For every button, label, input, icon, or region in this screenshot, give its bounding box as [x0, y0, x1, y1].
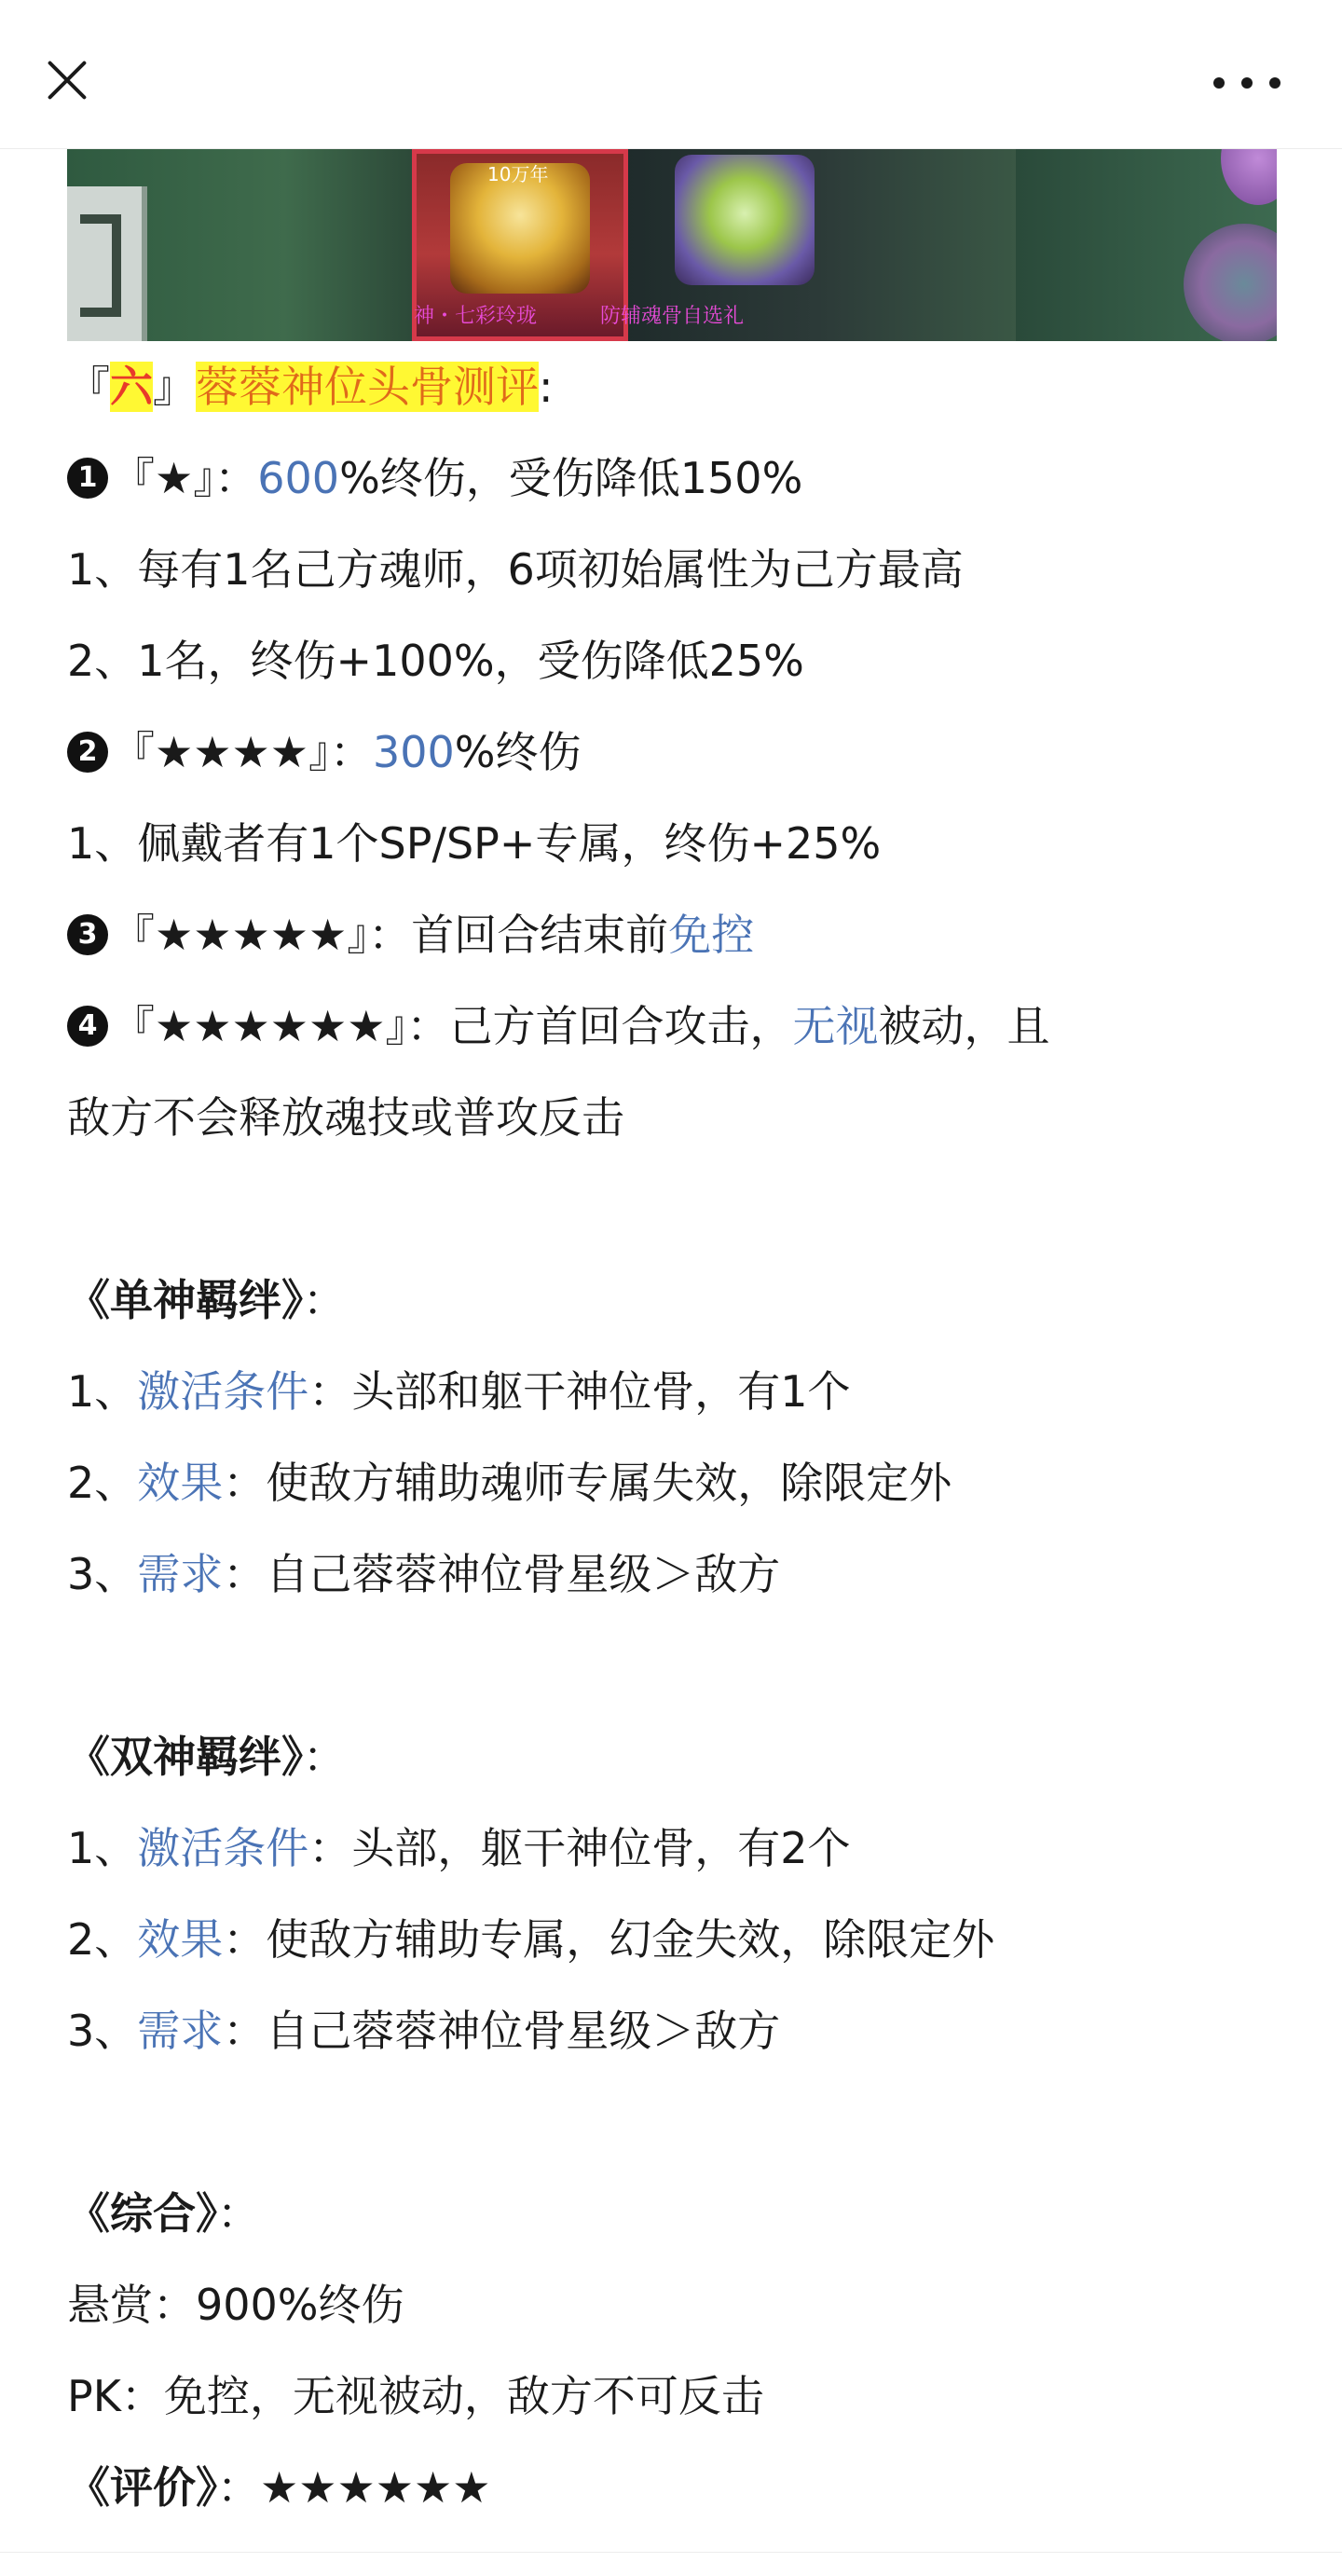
- star4-line: 2 『★★★★』：300%终伤: [67, 706, 1277, 798]
- rating-line: 《评价》：★★★★★★: [67, 2462, 491, 2513]
- game-screenshot: [67, 149, 1277, 341]
- summary-pk: PK：免控，无视被动，敌方不可反击: [67, 2371, 764, 2421]
- orb-icon: [1221, 149, 1277, 205]
- star5-line: 3 『★★★★★』：首回合结束前免控: [67, 889, 1277, 980]
- orb-icon: [1184, 224, 1277, 341]
- article-body: [67, 341, 1277, 2533]
- divider: [0, 2552, 1342, 2553]
- floor-number-graphic: [67, 186, 147, 341]
- list-item: 2、效果：使敌方辅助专属，幻金失效，除限定外: [67, 1914, 995, 1965]
- summary-bounty: 悬赏：900%终伤: [67, 2280, 404, 2330]
- right-panel: [1016, 149, 1277, 341]
- top-bar: [0, 0, 1342, 149]
- more-options-icon[interactable]: [1208, 56, 1286, 104]
- list-item: 1、激活条件：头部和躯干神位骨，有1个: [67, 1366, 851, 1417]
- star6-line-continued: 敌方不会释放魂技或普攻反击: [67, 1092, 624, 1143]
- green-helmet-icon: [675, 155, 815, 285]
- list-item: 3、需求：自己蓉蓉神位骨星级＞敌方: [67, 2006, 781, 2056]
- section-title: 蓉蓉神位头骨测评: [196, 362, 539, 412]
- rating-stars: ★★★★★★: [260, 2462, 491, 2513]
- summary-heading: 《综合》：: [67, 2188, 260, 2239]
- list-item: 2、1名，终伤+100%，受伤降低25%: [67, 636, 804, 686]
- list-item: 2、效果：使敌方辅助魂师专属失效，除限定外: [67, 1458, 952, 1508]
- single-bond-heading: 《单神羁绊》：: [67, 1275, 346, 1325]
- section-number: 六: [110, 362, 153, 412]
- list-item: 3、需求：自己蓉蓉神位骨星级＞敌方: [67, 1549, 781, 1599]
- circled-number: 4: [67, 1006, 108, 1047]
- circled-number: 1: [67, 458, 108, 499]
- circled-number: 3: [67, 914, 108, 955]
- green-item-label: 防辅魂骨自选礼: [600, 305, 745, 328]
- close-icon[interactable]: [37, 50, 97, 110]
- list-item: 1、每有1名己方魂师，6项初始属性为己方最高: [67, 544, 964, 595]
- list-item: 1、激活条件：头部，躯干神位骨，有2个: [67, 1823, 851, 1873]
- item-tag: 10万年: [487, 163, 549, 185]
- double-bond-heading: 《双神羁绊》：: [67, 1732, 346, 1782]
- gold-item-label: 神・七彩玲珑: [414, 305, 538, 328]
- star6-line: 4 『★★★★★★』：己方首回合攻击，无视被动，且: [67, 980, 1277, 1072]
- section-heading: 『六』蓉蓉神位头骨测评:: [67, 362, 554, 412]
- star1-line: 1 『★』：600%终伤，受伤降低150%: [67, 432, 1277, 524]
- list-item: 1、佩戴者有1个SP/SP+专属，终伤+25%: [67, 818, 882, 869]
- circled-number: 2: [67, 732, 108, 773]
